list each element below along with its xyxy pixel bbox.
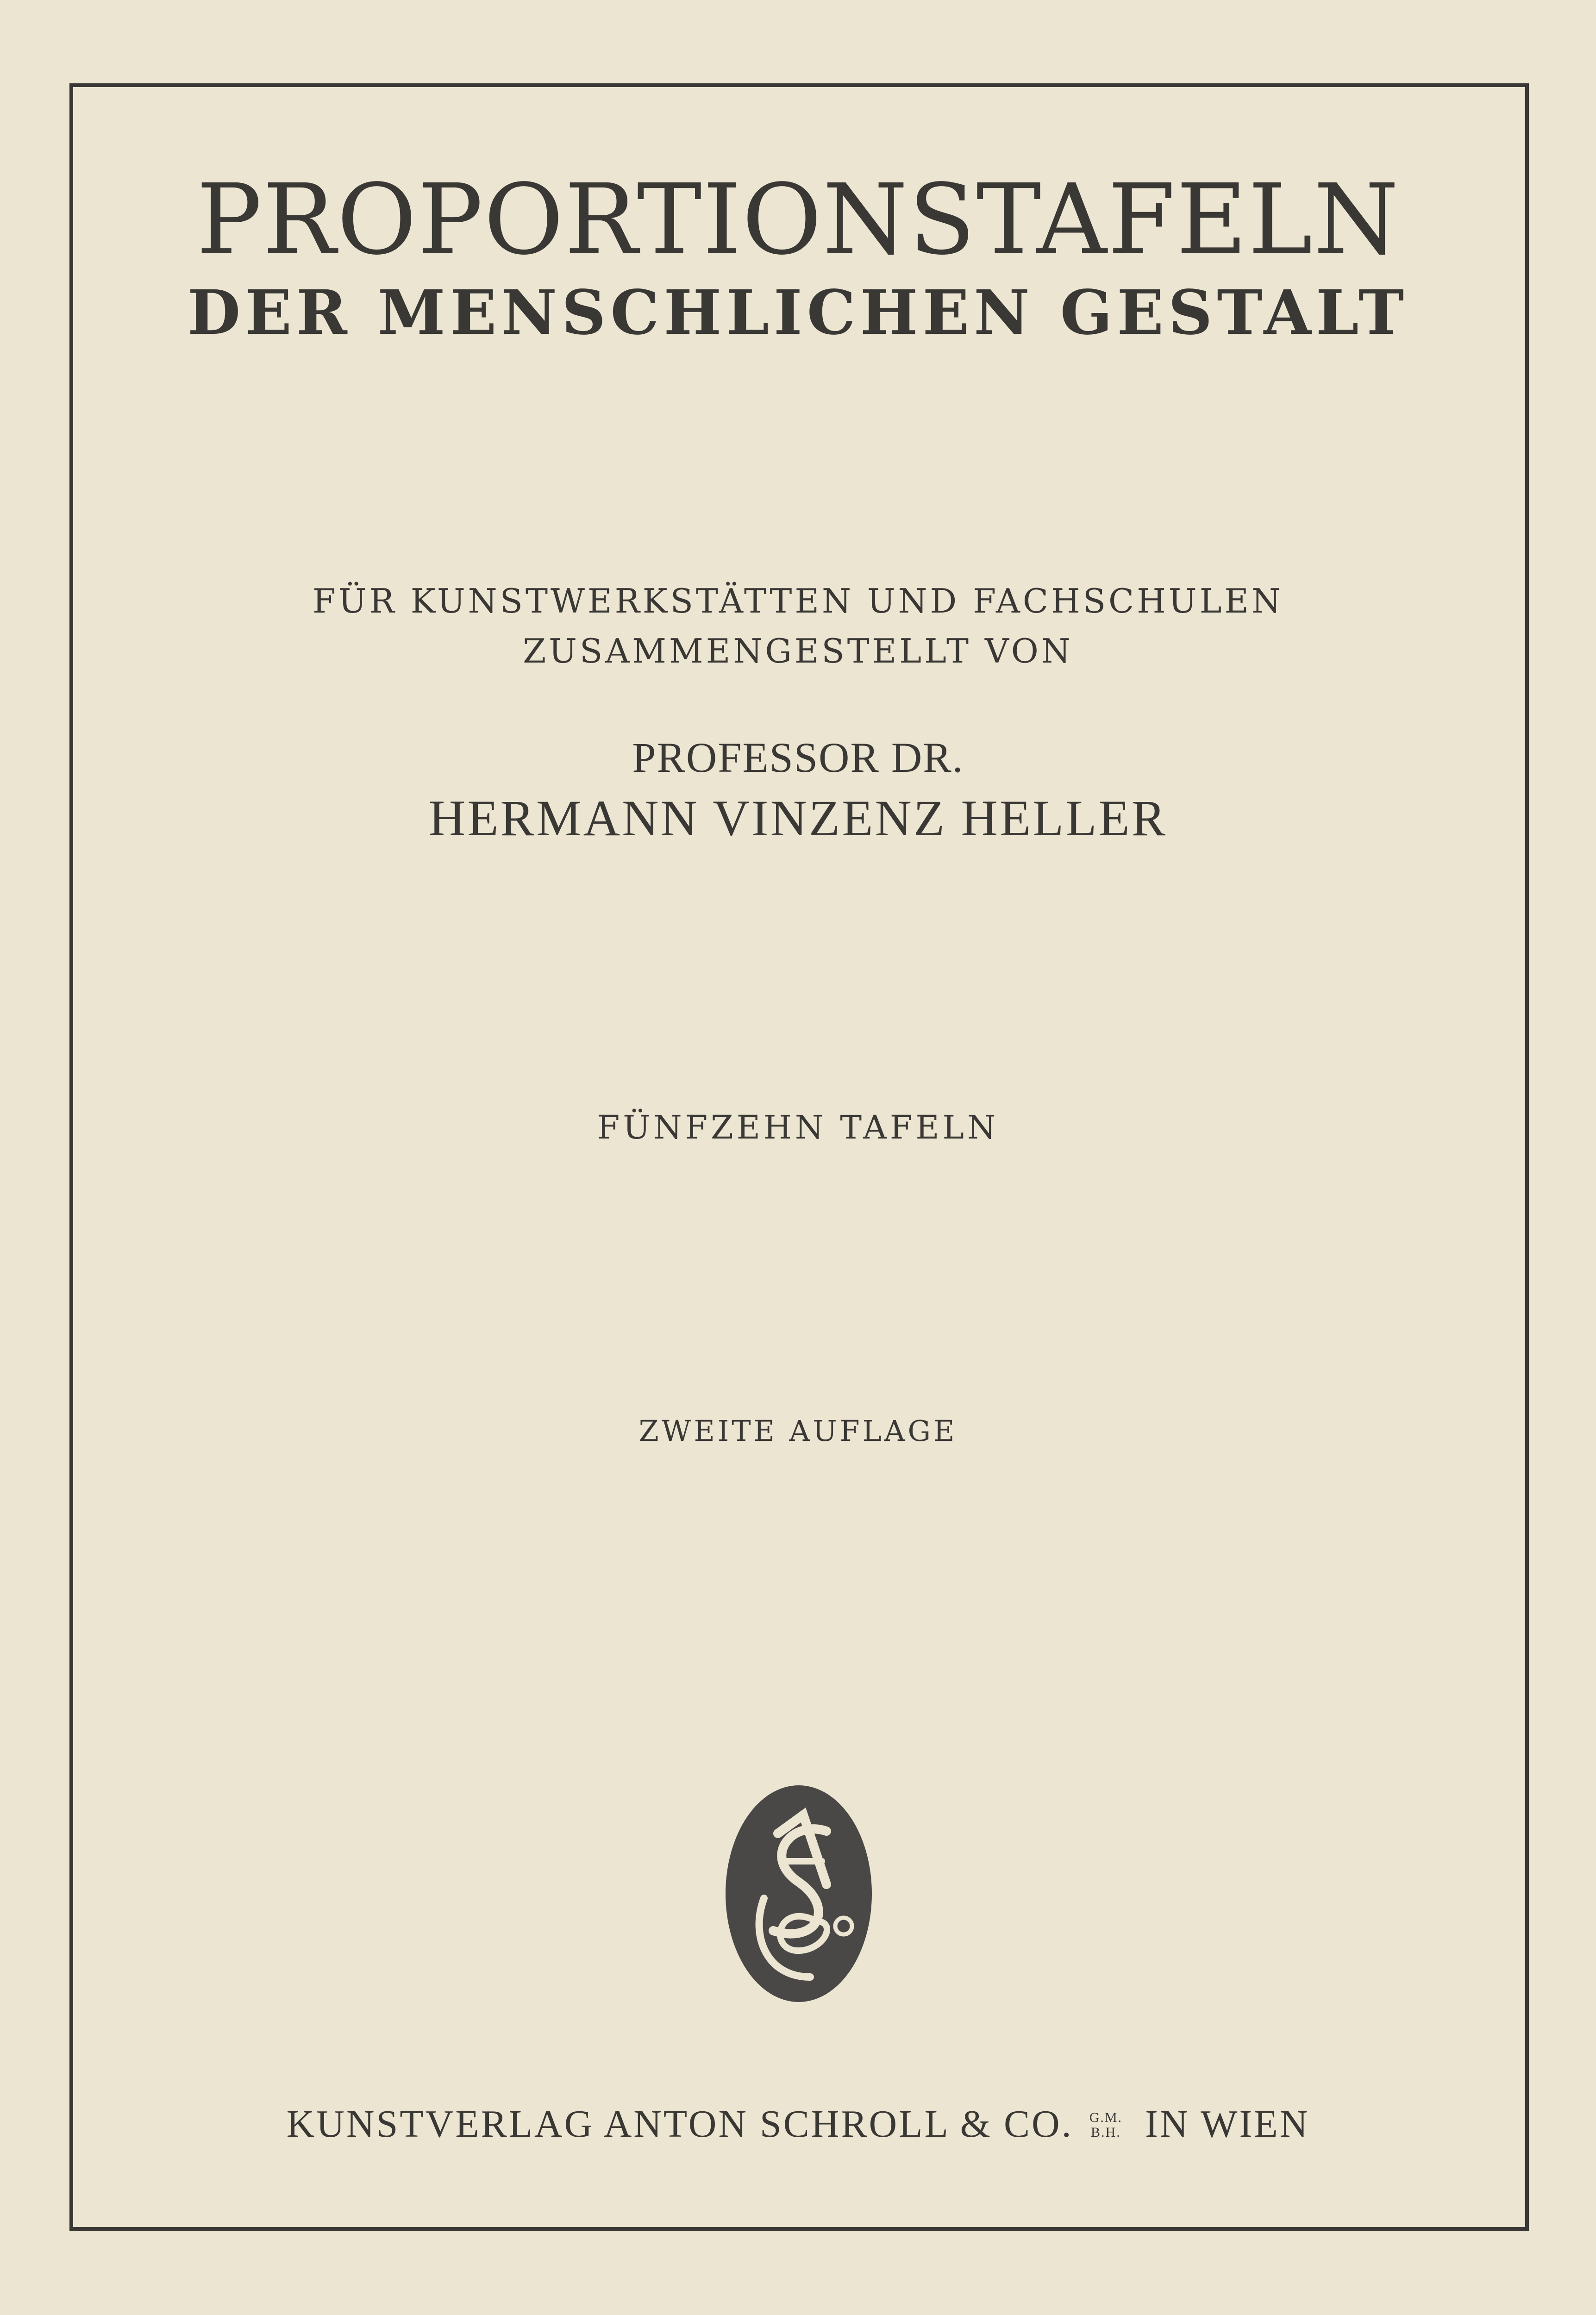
author-name: HERMANN VINZENZ HELLER xyxy=(428,790,1168,846)
gmbh-top: G.M. xyxy=(1089,2110,1123,2126)
book-title: PROPORTIONSTAFELN xyxy=(196,163,1400,276)
edition-line: ZWEITE AUFLAGE xyxy=(638,1414,958,1448)
author-title: PROFESSOR DR. xyxy=(632,734,964,781)
purpose-line: FÜR KUNSTWERKSTÄTTEN UND FACHSCHULEN xyxy=(313,582,1283,620)
publisher-monogram-icon xyxy=(722,1783,875,2005)
publisher-city: IN WIEN xyxy=(1145,2102,1310,2146)
gmbh-mark xyxy=(1089,2110,1122,2140)
plates-count: FÜNFZEHN TAFELN xyxy=(597,1108,999,1146)
publisher-line xyxy=(0,2102,1596,2146)
gmbh-bottom: B.H. xyxy=(1091,2124,1121,2140)
publisher-name: KUNSTVERLAG ANTON SCHROLL & CO. xyxy=(286,2102,1073,2146)
book-subtitle: DER MENSCHLICHEN GESTALT xyxy=(187,277,1409,349)
compiled-by-line: ZUSAMMENGESTELLT VON xyxy=(523,632,1073,670)
